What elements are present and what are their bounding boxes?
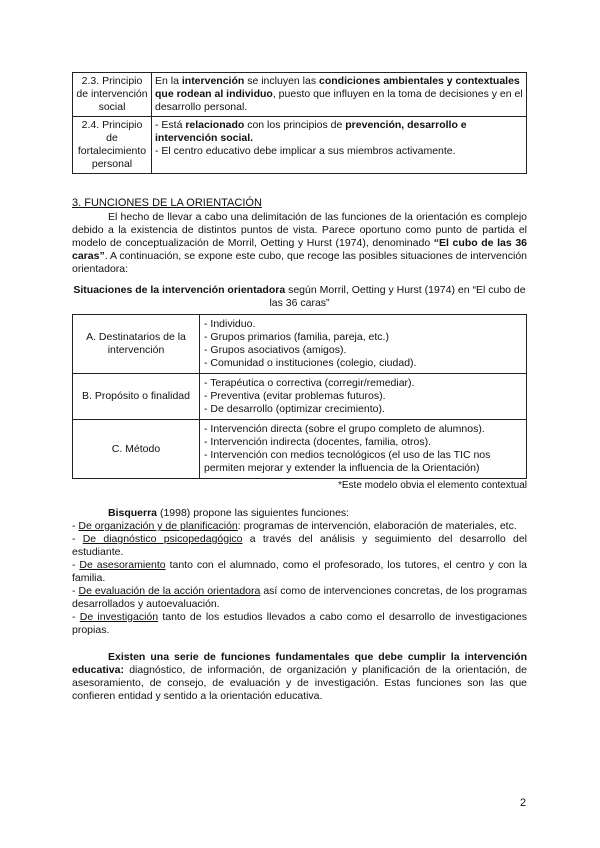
text-run: . A continuación, se expone este cubo, que recoge las posibles situaciones de intervención orientadora: xyxy=(72,250,527,275)
bold-run: intervención xyxy=(181,75,245,87)
function-name: De organización y de planificación xyxy=(78,520,238,532)
bold-run: prevención, desarrollo e intervención social. xyxy=(155,119,467,144)
caption-bold: Situaciones de la intervención orientadora xyxy=(73,284,286,296)
function-desc: tanto de los estudios llevados a cabo como el desarrollo de investigaciones propias. xyxy=(72,611,527,636)
table-row xyxy=(73,117,527,174)
function-desc: : programas de intervención, elaboración de materiales, etc. xyxy=(237,520,517,532)
principle-label: 2.4. Principio de fortalecimiento personal xyxy=(73,117,152,174)
function-desc: tanto con el alumnado, como el profesorado, los tutores, el centro y con la familia. xyxy=(72,559,527,584)
list-item: - De desarrollo (optimizar crecimiento). xyxy=(204,403,385,415)
functions-section xyxy=(72,197,527,703)
closing-bold: Existen una serie de funciones fundamentales que debe cumplir la intervención educativa: xyxy=(72,651,527,676)
function-name: De asesoramiento xyxy=(79,559,166,571)
principles-table xyxy=(72,72,527,174)
caption-rest: según Morril, Oetting y Hurst (1974) en “El cubo de las 36 caras” xyxy=(269,284,526,309)
list-item: - Comunidad o instituciones (colegio, ciudad). xyxy=(204,357,417,369)
text-run: El hecho de llevar a cabo una delimitación de las funciones de la orientación es complejo debido a la existencia de distintos puntos de vista. Parece oportuno como punto de partida el modelo de conceptualización de Morril, Oetting y Hurst (1974), denominado xyxy=(72,211,527,249)
functions-intro xyxy=(72,507,527,520)
principle-content xyxy=(152,117,527,174)
cube-dimension-label: B. Propósito o finalidad xyxy=(73,374,200,420)
list-item: - Intervención directa (sobre el grupo completo de alumnos). xyxy=(204,423,485,435)
text-run: , puesto que influyen en la toma de decisiones y en el desarrollo personal. xyxy=(155,88,523,113)
bold-run: relacionado xyxy=(185,119,245,131)
cube-table xyxy=(72,314,527,479)
text-run: - El centro educativo debe implicar a sus miembros activamente. xyxy=(155,145,456,157)
functions-intro-text: (1998) propone las siguientes funciones: xyxy=(157,507,350,519)
closing-paragraph xyxy=(72,651,527,703)
list-item: - De evaluación de la acción orientadora así como de intervenciones concretas, de los programas desarrollados y autoevaluación. xyxy=(72,585,527,610)
table-row xyxy=(73,420,527,479)
functions-list xyxy=(72,507,527,637)
list-item: - Individuo. xyxy=(204,318,256,330)
cube-dimension-label: C. Método xyxy=(73,420,200,479)
text-run: se incluyen las xyxy=(244,75,320,87)
list-item: - Grupos asociativos (amigos). xyxy=(204,344,347,356)
list-item: - Terapéutica o correctiva (corregir/remediar). xyxy=(204,377,415,389)
principle-content xyxy=(152,73,527,117)
text-run: con los principios de xyxy=(244,119,346,131)
section-heading: 3. FUNCIONES DE LA ORIENTACIÓN xyxy=(72,197,262,209)
function-name: De evaluación de la acción orientadora xyxy=(78,585,261,597)
author-name: Bisquerra xyxy=(108,507,158,519)
cube-dimension-label: A. Destinatarios de la intervención xyxy=(73,315,200,374)
list-item: - De investigación tanto de los estudios llevados a cabo como el desarrollo de investigaciones propias. xyxy=(72,611,527,636)
list-item: - Intervención con medios tecnológicos (el uso de las TIC nos permiten mejorar y extender la influencia de la Orientación) xyxy=(204,449,491,474)
cube-dimension-items xyxy=(200,420,527,479)
table-row xyxy=(73,315,527,374)
text-run: En la xyxy=(155,75,182,87)
list-item: - Preventiva (evitar problemas futuros). xyxy=(204,390,386,402)
function-name: De investigación xyxy=(79,611,159,623)
page-number: 2 xyxy=(520,797,527,809)
list-item: - Intervención indirecta (docentes, familia, otros). xyxy=(204,436,432,448)
text-run: - Está xyxy=(155,119,186,131)
cube-dimension-items xyxy=(200,315,527,374)
bold-run: condiciones ambientales y contextuales que rodean al individuo xyxy=(155,75,520,100)
list-item: - Grupos primarios (familia, pareja, etc.) xyxy=(204,331,389,343)
function-desc: así como de intervenciones concretas, de los programas desarrollados y autoevaluación. xyxy=(72,585,527,610)
principle-label: 2.3. Principio de intervención social xyxy=(73,73,152,117)
closing-text: diagnóstico, de información, de organización y planificación de la orientación, de asesoramiento, de consejo, de evaluación y de investigación. Estas funciones son las que confieren entidad y sentido a la orientación educativa. xyxy=(72,664,527,702)
function-name: De diagnóstico psicopedagógico xyxy=(82,533,243,545)
table-footnote: *Este modelo obvia el elemento contextual xyxy=(337,480,527,491)
list-item: - De diagnóstico psicopedagógico a través del análisis y seguimiento del desarrollo del estudiante. xyxy=(72,533,527,558)
cube-dimension-items xyxy=(200,374,527,420)
function-desc: a través del análisis y seguimiento del desarrollo del estudiante. xyxy=(72,533,527,558)
table-row xyxy=(73,374,527,420)
cube-caption xyxy=(72,284,527,310)
bold-run: “El cubo de las 36 caras” xyxy=(72,237,527,262)
intro-paragraph xyxy=(72,211,527,276)
list-item: - De asesoramiento tanto con el alumnado, como el profesorado, los tutores, el centro y con la familia. xyxy=(72,559,527,584)
list-item: - De organización y de planificación: programas de intervención, elaboración de materiales, etc. xyxy=(72,520,517,532)
table-row xyxy=(73,73,527,117)
